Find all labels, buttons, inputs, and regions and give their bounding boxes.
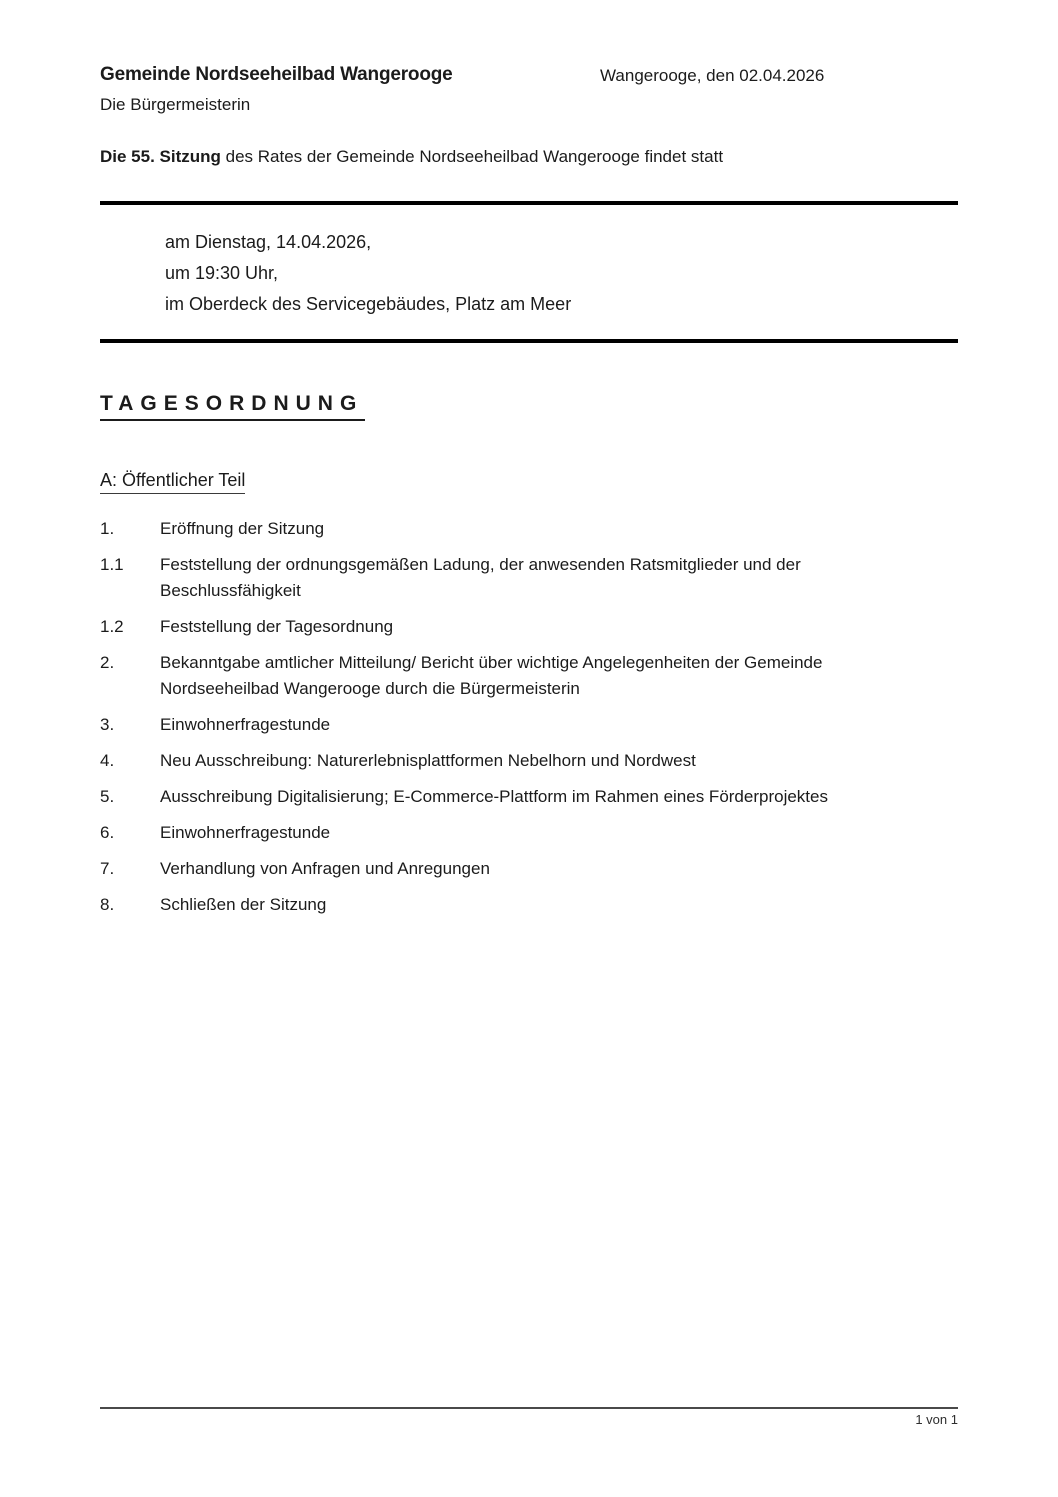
meeting-details: [100, 227, 1023, 320]
agenda-item-text: Feststellung der Tagesordnung: [160, 617, 394, 636]
agenda-item: [100, 856, 958, 882]
agenda-item: [100, 820, 958, 846]
agenda-item-text: Einwohnerfragestunde: [160, 715, 331, 734]
agenda-item: [100, 650, 958, 702]
agenda-item-text: Feststellung der ordnungsgemäßen Ladung, der anwesenden Ratsmitglieder und der Beschlussfähigkeit: [160, 555, 801, 600]
agenda-item-number: 1.1: [100, 555, 124, 574]
agenda-item-number: 8.: [100, 895, 115, 914]
organization-name: Gemeinde Nordseeheilbad Wangerooge: [100, 64, 453, 85]
section-a-row: [100, 470, 958, 494]
agenda-item: [100, 614, 958, 640]
agenda-item-text: Bekanntgabe amtlicher Mitteilung/ Bericht über wichtige Angelegenheiten der Gemeinde Nordseeheilbad Wangerooge durch die Bürgermeisterin: [160, 653, 823, 698]
agenda-item: [100, 784, 958, 810]
letterhead: [100, 64, 958, 115]
divider-rule-top: [100, 201, 958, 205]
page-number: 1 von 1: [915, 1412, 958, 1427]
place-and-date: Wangerooge, den 02.04.2026: [600, 66, 825, 85]
agenda-title-row: [100, 392, 958, 421]
footer-rule: [100, 1407, 958, 1409]
agenda-item-text: Verhandlung von Anfragen und Anregungen: [160, 859, 490, 878]
section-a-heading: A: Öffentlicher Teil: [100, 470, 245, 494]
agenda-item-number: 1.: [100, 519, 115, 538]
agenda-title: TAGESORDNUNG: [100, 392, 365, 421]
intro-sentence: [100, 147, 958, 167]
agenda-item-number: 4.: [100, 751, 115, 770]
agenda-item-number: 7.: [100, 859, 115, 878]
agenda-item: [100, 712, 958, 738]
agenda-item-number: 5.: [100, 787, 115, 806]
meeting-time: um 19:30 Uhr,: [165, 263, 279, 283]
agenda-item: [100, 892, 958, 918]
agenda-list: [100, 516, 958, 928]
organization-subtitle: Die Bürgermeisterin: [100, 95, 251, 114]
agenda-item-number: 1.2: [100, 617, 124, 636]
agenda-item-text: Eröffnung der Sitzung: [160, 519, 325, 538]
agenda-item-number: 3.: [100, 715, 115, 734]
meeting-location: im Oberdeck des Servicegebäudes, Platz am Meer: [165, 294, 572, 314]
agenda-item-text: Einwohnerfragestunde: [160, 823, 331, 842]
agenda-item-number: 6.: [100, 823, 115, 842]
meeting-date: am Dienstag, 14.04.2026,: [165, 232, 372, 252]
agenda-item-text: Schließen der Sitzung: [160, 895, 327, 914]
agenda-item-text: Neu Ausschreibung: Naturerlebnisplattformen Nebelhorn und Nordwest: [160, 751, 696, 770]
intro-sentence-rest: des Rates der Gemeinde Nordseeheilbad Wangerooge findet statt: [220, 147, 724, 166]
agenda-item: [100, 516, 958, 542]
agenda-item: [100, 748, 958, 774]
divider-rule-bottom: [100, 339, 958, 343]
agenda-item-number: 2.: [100, 653, 115, 672]
agenda-item-text: Ausschreibung Digitalisierung; E-Commerce-Plattform im Rahmen eines Förderprojektes: [160, 787, 828, 806]
agenda-item: [100, 552, 958, 604]
intro-sentence-bold: Die 55. Sitzung: [100, 147, 221, 166]
